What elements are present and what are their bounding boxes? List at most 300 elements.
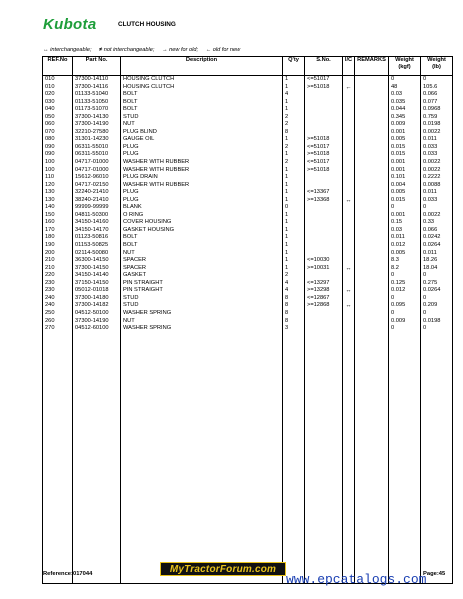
cell-remarks bbox=[355, 114, 389, 122]
cell-ic bbox=[343, 159, 355, 167]
cell-ic bbox=[343, 280, 355, 288]
cell-description: GAUGE OIL bbox=[121, 136, 283, 144]
cell-weight-lb: 0.0198 bbox=[421, 121, 453, 129]
cell-description: HOUSING CLUTCH bbox=[121, 84, 283, 92]
cell-weight-lb: 0 bbox=[421, 272, 453, 280]
col-weight-kgf: Weight (kgf) bbox=[389, 57, 421, 76]
cell-weight-lb: 0.033 bbox=[421, 144, 453, 152]
cell-ref-no: 050 bbox=[43, 114, 73, 122]
cell-qty: 4 bbox=[283, 280, 305, 288]
cell-serial-no bbox=[305, 234, 343, 242]
table-header-row bbox=[43, 57, 453, 76]
table-row bbox=[43, 310, 453, 318]
cell-remarks bbox=[355, 310, 389, 318]
cell-weight-kgf: 0.009 bbox=[389, 318, 421, 326]
cell-remarks bbox=[355, 144, 389, 152]
cell-description: PLUG bbox=[121, 189, 283, 197]
cell-description: SPACER bbox=[121, 265, 283, 273]
table-row bbox=[43, 76, 453, 84]
cell-description: BOLT bbox=[121, 234, 283, 242]
cell-qty: 1 bbox=[283, 136, 305, 144]
table-row bbox=[43, 272, 453, 280]
cell-weight-lb: 0.209 bbox=[421, 302, 453, 310]
cell-weight-lb: 0.066 bbox=[421, 91, 453, 99]
cell-ic bbox=[343, 310, 355, 318]
cell-description: HOUSING CLUTCH bbox=[121, 76, 283, 84]
cell-part-no: 01123-50816 bbox=[73, 234, 121, 242]
cell-serial-no: <=12867 bbox=[305, 295, 343, 303]
table-row bbox=[43, 257, 453, 265]
cell-serial-no bbox=[305, 114, 343, 122]
cell-description: WASHER WITH RUBBER bbox=[121, 159, 283, 167]
cell-serial-no: <=51017 bbox=[305, 144, 343, 152]
cell-ic bbox=[343, 242, 355, 250]
cell-ref-no: 110 bbox=[43, 174, 73, 182]
cell-description: WASHER WITH RUBBER bbox=[121, 167, 283, 175]
cell-part-no: 32240-21410 bbox=[73, 189, 121, 197]
table-row bbox=[43, 106, 453, 114]
cell-weight-lb: 0.033 bbox=[421, 197, 453, 205]
cell-remarks bbox=[355, 272, 389, 280]
cell-ref-no: 130 bbox=[43, 189, 73, 197]
page-title: CLUTCH HOUSING bbox=[118, 21, 176, 28]
col-ic: I/C bbox=[343, 57, 355, 76]
cell-ref-no: 190 bbox=[43, 242, 73, 250]
cell-serial-no bbox=[305, 129, 343, 137]
cell-part-no: 34150-14170 bbox=[73, 227, 121, 235]
cell-weight-lb: 0.0968 bbox=[421, 106, 453, 114]
cell-remarks bbox=[355, 159, 389, 167]
cell-part-no: 37300-14190 bbox=[73, 121, 121, 129]
watermark-site: www.epcatalogs.com bbox=[286, 572, 427, 587]
cell-remarks bbox=[355, 302, 389, 310]
cell-serial-no bbox=[305, 310, 343, 318]
cell-weight-lb: 0.011 bbox=[421, 189, 453, 197]
cell-remarks bbox=[355, 265, 389, 273]
cell-qty: 1 bbox=[283, 167, 305, 175]
cell-weight-lb: 18.04 bbox=[421, 265, 453, 273]
table-row bbox=[43, 114, 453, 122]
cell-remarks bbox=[355, 167, 389, 175]
cell-description: PLUG bbox=[121, 151, 283, 159]
cell-weight-lb: 0.011 bbox=[421, 136, 453, 144]
cell-serial-no: >=13298 bbox=[305, 287, 343, 295]
col-description: Description bbox=[121, 57, 283, 76]
legend-old-for-new: ← old for new bbox=[205, 47, 241, 53]
cell-serial-no bbox=[305, 219, 343, 227]
cell-description: SPACER bbox=[121, 257, 283, 265]
cell-weight-lb: 18.26 bbox=[421, 257, 453, 265]
cell-qty: 1 bbox=[283, 234, 305, 242]
cell-qty: 1 bbox=[283, 212, 305, 220]
cell-ref-no: 070 bbox=[43, 129, 73, 137]
cell-ic: ↔ bbox=[343, 302, 355, 310]
cell-weight-kgf: 0.03 bbox=[389, 227, 421, 235]
cell-weight-lb: 0 bbox=[421, 295, 453, 303]
cell-weight-kgf: 0.035 bbox=[389, 99, 421, 107]
cell-description: O RING bbox=[121, 212, 283, 220]
table-row bbox=[43, 99, 453, 107]
cell-ref-no: 230 bbox=[43, 280, 73, 288]
cell-part-no: 05012-01018 bbox=[73, 287, 121, 295]
cell-remarks bbox=[355, 91, 389, 99]
cell-weight-kgf: 0.044 bbox=[389, 106, 421, 114]
footer-reference: Reference:017044 bbox=[43, 571, 93, 577]
cell-remarks bbox=[355, 227, 389, 235]
table-row bbox=[43, 318, 453, 326]
cell-weight-kgf: 0.015 bbox=[389, 144, 421, 152]
cell-qty: 2 bbox=[283, 272, 305, 280]
cell-ref-no: 240 bbox=[43, 295, 73, 303]
cell-ic bbox=[343, 234, 355, 242]
cell-ic bbox=[343, 189, 355, 197]
cell-serial-no bbox=[305, 212, 343, 220]
cell-serial-no bbox=[305, 204, 343, 212]
cell-ic bbox=[343, 295, 355, 303]
cell-description: BOLT bbox=[121, 242, 283, 250]
cell-remarks bbox=[355, 197, 389, 205]
parts-table bbox=[42, 56, 453, 584]
cell-ref-no: 010 bbox=[43, 84, 73, 92]
table-row bbox=[43, 144, 453, 152]
cell-description: WASHER SPRING bbox=[121, 325, 283, 333]
legend bbox=[43, 47, 246, 53]
table-row bbox=[43, 121, 453, 129]
cell-remarks bbox=[355, 318, 389, 326]
cell-weight-kgf: 0.001 bbox=[389, 159, 421, 167]
cell-ic bbox=[343, 204, 355, 212]
cell-weight-lb: 0 bbox=[421, 204, 453, 212]
cell-ic bbox=[343, 136, 355, 144]
cell-weight-lb: 0 bbox=[421, 310, 453, 318]
table-row bbox=[43, 129, 453, 137]
cell-serial-no bbox=[305, 318, 343, 326]
cell-part-no: 04717-01000 bbox=[73, 159, 121, 167]
cell-serial-no bbox=[305, 227, 343, 235]
cell-weight-kgf: 0 bbox=[389, 272, 421, 280]
cell-description: STUD bbox=[121, 295, 283, 303]
watermark-logo: MyTractorForum.com bbox=[160, 562, 286, 576]
cell-remarks bbox=[355, 182, 389, 190]
cell-serial-no: >=51018 bbox=[305, 151, 343, 159]
table-row bbox=[43, 280, 453, 288]
cell-qty: 8 bbox=[283, 295, 305, 303]
cell-remarks bbox=[355, 287, 389, 295]
cell-weight-lb: 0.0242 bbox=[421, 234, 453, 242]
kubota-logo: Kubota bbox=[43, 16, 97, 33]
cell-part-no: 31301-14230 bbox=[73, 136, 121, 144]
cell-weight-kgf: 0.345 bbox=[389, 114, 421, 122]
cell-serial-no: >=13368 bbox=[305, 197, 343, 205]
cell-part-no: 34150-14160 bbox=[73, 219, 121, 227]
cell-qty: 2 bbox=[283, 121, 305, 129]
cell-remarks bbox=[355, 204, 389, 212]
cell-description: WASHER WITH RUBBER bbox=[121, 182, 283, 190]
table-row bbox=[43, 197, 453, 205]
cell-part-no: 04717-02150 bbox=[73, 182, 121, 190]
cell-qty: 1 bbox=[283, 250, 305, 258]
cell-qty: 4 bbox=[283, 287, 305, 295]
cell-ref-no: 030 bbox=[43, 99, 73, 107]
cell-part-no: 15612-96010 bbox=[73, 174, 121, 182]
cell-ic bbox=[343, 174, 355, 182]
cell-qty: 4 bbox=[283, 91, 305, 99]
cell-part-no: 02114-50080 bbox=[73, 250, 121, 258]
cell-qty: 2 bbox=[283, 114, 305, 122]
cell-ic bbox=[343, 219, 355, 227]
cell-qty: 1 bbox=[283, 182, 305, 190]
cell-weight-lb: 0.033 bbox=[421, 151, 453, 159]
cell-ic bbox=[343, 151, 355, 159]
cell-weight-kgf: 0.005 bbox=[389, 250, 421, 258]
cell-part-no: 37300-14116 bbox=[73, 84, 121, 92]
cell-ref-no: 060 bbox=[43, 121, 73, 129]
cell-ref-no: 200 bbox=[43, 250, 73, 258]
cell-ref-no: 230 bbox=[43, 287, 73, 295]
cell-part-no: 04811-50300 bbox=[73, 212, 121, 220]
cell-qty: 1 bbox=[283, 76, 305, 84]
cell-qty: 1 bbox=[283, 227, 305, 235]
cell-weight-lb: 0 bbox=[421, 325, 453, 333]
table-row bbox=[43, 174, 453, 182]
cell-remarks bbox=[355, 234, 389, 242]
cell-ic: ↔ bbox=[343, 197, 355, 205]
cell-ref-no: 020 bbox=[43, 91, 73, 99]
cell-qty: 8 bbox=[283, 302, 305, 310]
cell-qty: 0 bbox=[283, 204, 305, 212]
cell-ref-no: 220 bbox=[43, 272, 73, 280]
cell-qty: 1 bbox=[283, 219, 305, 227]
cell-part-no: 36300-14150 bbox=[73, 257, 121, 265]
cell-ref-no: 150 bbox=[43, 212, 73, 220]
cell-part-no: 37300-14190 bbox=[73, 318, 121, 326]
cell-weight-kgf: 0.011 bbox=[389, 234, 421, 242]
cell-ic bbox=[343, 325, 355, 333]
cell-description: WASHER SPRING bbox=[121, 310, 283, 318]
cell-weight-lb: 0.0264 bbox=[421, 287, 453, 295]
cell-serial-no bbox=[305, 99, 343, 107]
cell-qty: 8 bbox=[283, 318, 305, 326]
cell-ref-no: 090 bbox=[43, 151, 73, 159]
cell-serial-no: >=51018 bbox=[305, 136, 343, 144]
cell-description: GASKET bbox=[121, 272, 283, 280]
table-row bbox=[43, 219, 453, 227]
col-ref-no: REF.No bbox=[43, 57, 73, 76]
cell-weight-lb: 0.33 bbox=[421, 219, 453, 227]
table-row bbox=[43, 182, 453, 190]
cell-qty: 1 bbox=[283, 84, 305, 92]
cell-part-no: 06311-55010 bbox=[73, 151, 121, 159]
cell-part-no: 01173-51070 bbox=[73, 106, 121, 114]
cell-serial-no: <=51017 bbox=[305, 159, 343, 167]
cell-qty: 3 bbox=[283, 325, 305, 333]
cell-weight-kgf: 0 bbox=[389, 76, 421, 84]
cell-weight-lb: 0.077 bbox=[421, 99, 453, 107]
cell-remarks bbox=[355, 325, 389, 333]
cell-ic bbox=[343, 114, 355, 122]
table-row bbox=[43, 167, 453, 175]
cell-part-no: 37300-14150 bbox=[73, 265, 121, 273]
cell-ic bbox=[343, 121, 355, 129]
cell-remarks bbox=[355, 129, 389, 137]
cell-ic: ↔ bbox=[343, 265, 355, 273]
cell-weight-kgf: 0.005 bbox=[389, 189, 421, 197]
cell-ref-no: 160 bbox=[43, 219, 73, 227]
cell-weight-lb: 0.275 bbox=[421, 280, 453, 288]
cell-ref-no: 040 bbox=[43, 106, 73, 114]
col-weight-lb: Weight (lb) bbox=[421, 57, 453, 76]
cell-ic bbox=[343, 182, 355, 190]
cell-serial-no bbox=[305, 91, 343, 99]
cell-remarks bbox=[355, 257, 389, 265]
cell-weight-lb: 0.0022 bbox=[421, 212, 453, 220]
cell-ref-no: 120 bbox=[43, 182, 73, 190]
cell-part-no: 06311-55010 bbox=[73, 144, 121, 152]
cell-ref-no: 100 bbox=[43, 159, 73, 167]
cell-ic bbox=[343, 144, 355, 152]
cell-ic bbox=[343, 129, 355, 137]
cell-description: BOLT bbox=[121, 106, 283, 114]
cell-description: PIN STRAIGHT bbox=[121, 287, 283, 295]
cell-ic: ← bbox=[343, 84, 355, 92]
cell-weight-kgf: 0.012 bbox=[389, 287, 421, 295]
cell-ref-no: 090 bbox=[43, 144, 73, 152]
cell-part-no: 38240-21410 bbox=[73, 197, 121, 205]
cell-ref-no: 210 bbox=[43, 265, 73, 273]
legend-new-for-old: → new for old; bbox=[162, 47, 199, 53]
cell-weight-kgf: 0.005 bbox=[389, 136, 421, 144]
cell-remarks bbox=[355, 151, 389, 159]
cell-qty: 1 bbox=[283, 189, 305, 197]
cell-ref-no: 170 bbox=[43, 227, 73, 235]
cell-qty: 1 bbox=[283, 242, 305, 250]
cell-part-no: 04512-50100 bbox=[73, 310, 121, 318]
table-row bbox=[43, 159, 453, 167]
cell-ic bbox=[343, 167, 355, 175]
col-qty: Q'ty bbox=[283, 57, 305, 76]
table-row bbox=[43, 250, 453, 258]
table-row bbox=[43, 212, 453, 220]
cell-weight-lb: 0.0264 bbox=[421, 242, 453, 250]
cell-serial-no bbox=[305, 121, 343, 129]
cell-description: PLUG bbox=[121, 144, 283, 152]
cell-ic bbox=[343, 99, 355, 107]
cell-qty: 1 bbox=[283, 265, 305, 273]
cell-remarks bbox=[355, 250, 389, 258]
cell-description: PLUG DRAIN bbox=[121, 174, 283, 182]
cell-serial-no: >=51018 bbox=[305, 167, 343, 175]
cell-remarks bbox=[355, 76, 389, 84]
cell-description: BOLT bbox=[121, 99, 283, 107]
cell-part-no: 04512-60100 bbox=[73, 325, 121, 333]
cell-weight-lb: 0.0198 bbox=[421, 318, 453, 326]
legend-not-interchangeable: ≠ not interchangeable; bbox=[99, 47, 155, 53]
cell-ref-no: 270 bbox=[43, 325, 73, 333]
cell-weight-lb: 0.759 bbox=[421, 114, 453, 122]
table-row bbox=[43, 234, 453, 242]
cell-weight-lb: 0.0022 bbox=[421, 159, 453, 167]
cell-serial-no bbox=[305, 106, 343, 114]
table-row bbox=[43, 151, 453, 159]
cell-ref-no: 240 bbox=[43, 302, 73, 310]
cell-remarks bbox=[355, 174, 389, 182]
cell-weight-lb: 0.0088 bbox=[421, 182, 453, 190]
cell-qty: 2 bbox=[283, 159, 305, 167]
table-row bbox=[43, 84, 453, 92]
cell-description: PIN STRAIGHT bbox=[121, 280, 283, 288]
cell-part-no: 04717-01000 bbox=[73, 167, 121, 175]
cell-weight-kgf: 0.15 bbox=[389, 219, 421, 227]
cell-qty: 2 bbox=[283, 144, 305, 152]
cell-qty: 1 bbox=[283, 106, 305, 114]
cell-remarks bbox=[355, 219, 389, 227]
cell-serial-no: >=12868 bbox=[305, 302, 343, 310]
cell-qty: 8 bbox=[283, 129, 305, 137]
table-row bbox=[43, 295, 453, 303]
cell-remarks bbox=[355, 295, 389, 303]
table-row bbox=[43, 302, 453, 310]
cell-weight-kgf: 0 bbox=[389, 295, 421, 303]
cell-weight-lb: 0.0022 bbox=[421, 129, 453, 137]
cell-description: BOLT bbox=[121, 91, 283, 99]
cell-serial-no: >=51018 bbox=[305, 84, 343, 92]
cell-description: BLANK bbox=[121, 204, 283, 212]
table-row bbox=[43, 287, 453, 295]
col-remarks: REMARKS bbox=[355, 57, 389, 76]
cell-qty: 1 bbox=[283, 197, 305, 205]
cell-part-no: 37300-14180 bbox=[73, 295, 121, 303]
cell-weight-lb: 0.011 bbox=[421, 250, 453, 258]
cell-qty: 1 bbox=[283, 99, 305, 107]
cell-description: GASKET HOUSING bbox=[121, 227, 283, 235]
cell-remarks bbox=[355, 280, 389, 288]
cell-weight-kgf: 0.095 bbox=[389, 302, 421, 310]
cell-part-no: 01133-51050 bbox=[73, 99, 121, 107]
cell-serial-no bbox=[305, 182, 343, 190]
cell-serial-no bbox=[305, 325, 343, 333]
cell-ref-no: 010 bbox=[43, 76, 73, 84]
cell-ic bbox=[343, 106, 355, 114]
cell-description: COVER HOUSING bbox=[121, 219, 283, 227]
legend-interchangeable: ↔ interchangeable; bbox=[43, 47, 92, 53]
cell-part-no: 01133-51040 bbox=[73, 91, 121, 99]
cell-ref-no: 250 bbox=[43, 310, 73, 318]
col-part-no: Part No. bbox=[73, 57, 121, 76]
cell-part-no: 37300-14110 bbox=[73, 76, 121, 84]
cell-weight-lb: 0.0022 bbox=[421, 167, 453, 175]
table-row bbox=[43, 227, 453, 235]
cell-remarks bbox=[355, 189, 389, 197]
cell-ic bbox=[343, 212, 355, 220]
cell-part-no: 34150-14140 bbox=[73, 272, 121, 280]
cell-description: PLUG bbox=[121, 197, 283, 205]
footer-page-number: Page:45 bbox=[423, 571, 446, 577]
cell-ic bbox=[343, 76, 355, 84]
cell-part-no: 99999-99999 bbox=[73, 204, 121, 212]
cell-remarks bbox=[355, 99, 389, 107]
cell-remarks bbox=[355, 106, 389, 114]
cell-weight-kgf: 0.125 bbox=[389, 280, 421, 288]
cell-ref-no: 080 bbox=[43, 136, 73, 144]
cell-description: NUT bbox=[121, 250, 283, 258]
cell-weight-kgf: 8.2 bbox=[389, 265, 421, 273]
table-filler bbox=[43, 333, 453, 584]
cell-serial-no: <=13367 bbox=[305, 189, 343, 197]
cell-serial-no bbox=[305, 174, 343, 182]
cell-weight-kgf: 0 bbox=[389, 325, 421, 333]
cell-serial-no bbox=[305, 272, 343, 280]
cell-weight-kgf: 0.001 bbox=[389, 212, 421, 220]
